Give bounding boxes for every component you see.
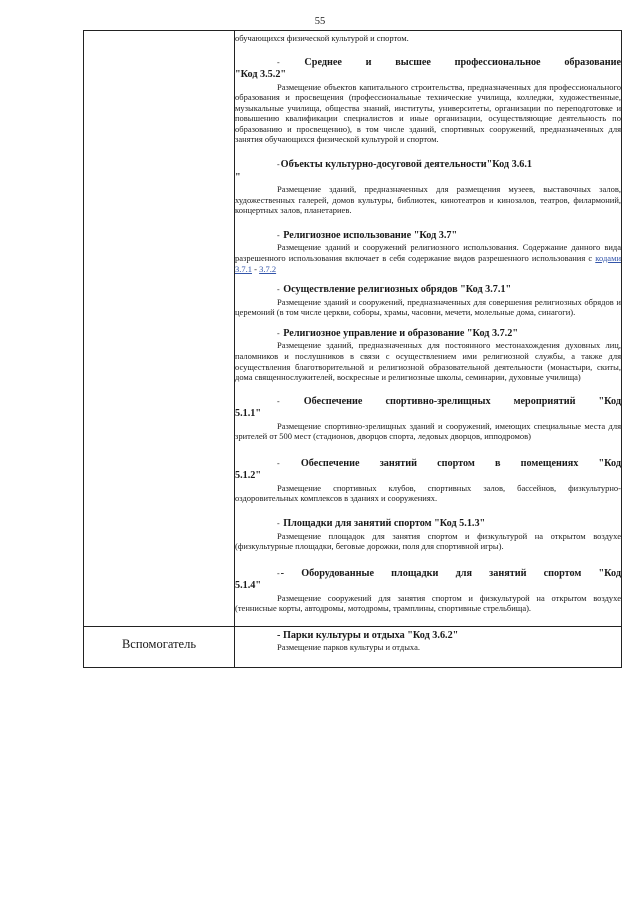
zoning-table (83, 30, 622, 668)
entry-dash: - (277, 458, 280, 468)
entry-description: Размещение парков культуры и отдыха. (277, 642, 420, 653)
entry-title-cont: 5.1.4" (235, 580, 262, 592)
zone-cell (84, 626, 235, 667)
entry-title: - Парки культуры и отдыха "Код 3.6.2" (277, 629, 459, 641)
table-row (84, 626, 622, 667)
entry-code-5-1-4 (235, 568, 621, 626)
entry-description: Размещение зданий, предназначенных для размещения музеев, выставочных залов, художественных галерей, домов культуры, библиотек, кинотеатров и кинозалов, театров, филармоний, концертных залов, планетариев. (235, 184, 621, 216)
entry-code-3-5-2 (235, 57, 621, 146)
use-types-cell (235, 626, 622, 667)
entry-title-text: Религиозное управление и образование "Код 3.7.2" (283, 327, 518, 339)
entry-title-cont: 5.1.1" (235, 408, 262, 420)
use-types-cell (235, 31, 622, 627)
entry-dash: - (277, 285, 280, 295)
code-link-3-7-1[interactable]: кодами 3.7.1 (235, 252, 621, 274)
entry-code-3-7 (235, 230, 621, 274)
entry-code-3-6-2 (235, 630, 621, 653)
table-row (84, 31, 622, 627)
entry-code-5-1-3 (235, 518, 621, 552)
entry-title-text: Обеспечение спортивно-зрелищных мероприятий "Код (303, 395, 621, 407)
entry-title-cont: 5.1.2" (235, 470, 262, 482)
zone-cell-empty (84, 31, 235, 627)
entry-title-cont: " (235, 171, 241, 183)
entry-code-3-6-1 (235, 159, 621, 216)
entry-dash: - (277, 396, 280, 406)
entry-dash: - (277, 568, 280, 578)
entry-dash: - (277, 230, 280, 240)
entry-title-text: - Оборудованные площадки для занятий спортом "Код (280, 567, 621, 579)
entry-description: Размещение зданий и сооружений, предназначенных для совершения религиозных обрядов и церемоний (в том числе церкви, соборы, храмы, часовни, мечети, молельные дома, синагоги). (235, 296, 621, 318)
entry-title-text: Осуществление религиозных обрядов "Код 3.7.1" (283, 284, 512, 296)
entry-description: Размещение спортивно-зрелищных зданий и сооружений, имеющих специальные места для зрителей от 500 мест (стадионов, дворцов спорта, ледовых дворцов, ипподромов) (235, 420, 621, 442)
entry-title (235, 458, 621, 471)
entry-title-text: Среднее и высшее профессиональное образование (304, 56, 622, 68)
entry-title-text: Религиозное использование "Код 3.7" (283, 229, 458, 241)
entry-title (235, 568, 621, 581)
entry-dash: - (277, 57, 280, 67)
entry-title (235, 518, 621, 531)
entry-description: Размещение зданий, предназначенных для постоянного местонахождения духовных лиц, паломников и послушников в связи с осуществлением ими религиозной службы, а также для осуществления благотворительной и религиозной образовательной деятельности (монастыри, скиты, дома священнослужителей, воскресные и религиозные школы, семинарии, духовные училища) (235, 340, 621, 383)
entry-title (235, 396, 621, 409)
page-number: 55 (314, 16, 326, 27)
entry-description: Размещение сооружений для занятия спортом и физкультурой на открытом воздухе (теннисные корты, автодромы, мотодромы, трамплины, спортивные стрельбища). (235, 592, 621, 614)
entry-code-3-7-1 (235, 284, 621, 318)
entry-title (235, 57, 621, 70)
entry-code-5-1-2 (235, 458, 621, 504)
continuation-text: обучающихся физической культурой и спортом. (235, 33, 409, 43)
code-link-3-7-2[interactable]: 3.7.2 (259, 263, 277, 274)
entry-description (235, 242, 621, 274)
link-separator: - (252, 263, 260, 274)
entry-title (235, 159, 621, 172)
entry-title (235, 230, 621, 243)
entry-title-cont: "Код 3.5.2" (235, 69, 287, 80)
entry-dash: - (277, 519, 280, 529)
entry-title-text: Объекты культурно-досуговой деятельности"Код 3.6.1 (280, 159, 533, 171)
entry-dash: - (277, 328, 280, 338)
entry-description: Размещение объектов капитального строительства, предназначенных для профессионального образования и просвещения (профессиональные технические училища, колледжи, художественные, музыкальные училища, общества знаний, институты, университеты, организации по переподготовке и повышению квалификации специалистов и иные организации, осуществляющие деятельность по образованию и просвещению), в том числе зданий, спортивных сооружений, предназначенных для занятия обучающихся физической культурой и спортом. (235, 81, 621, 145)
zone-label: Вспомогатель (121, 636, 197, 651)
entry-code-3-7-2 (235, 328, 621, 383)
entry-title-text: Обеспечение занятий спортом в помещениях "Код (300, 457, 621, 469)
entry-description: Размещение площадок для занятия спортом и физкультурой на открытом воздухе (физкультурные площадки, беговые дорожки, поля для спортивной игры). (235, 530, 621, 552)
entry-code-5-1-1 (235, 396, 621, 442)
entry-title-text: Площадки для занятий спортом "Код 5.1.3" (283, 518, 486, 530)
entry-title (235, 284, 621, 297)
entry-description-text: Размещение зданий и сооружений религиозного использования. Содержание данного вида разрешенного использования включает в себя содержание видов разрешенного использования с (235, 242, 621, 263)
entry-dash: - (277, 160, 280, 170)
entry-title (235, 328, 621, 341)
entry-description: Размещение спортивных клубов, спортивных залов, бассейнов, физкультурно-оздоровительных комплексов в зданиях и сооружениях. (235, 482, 621, 504)
